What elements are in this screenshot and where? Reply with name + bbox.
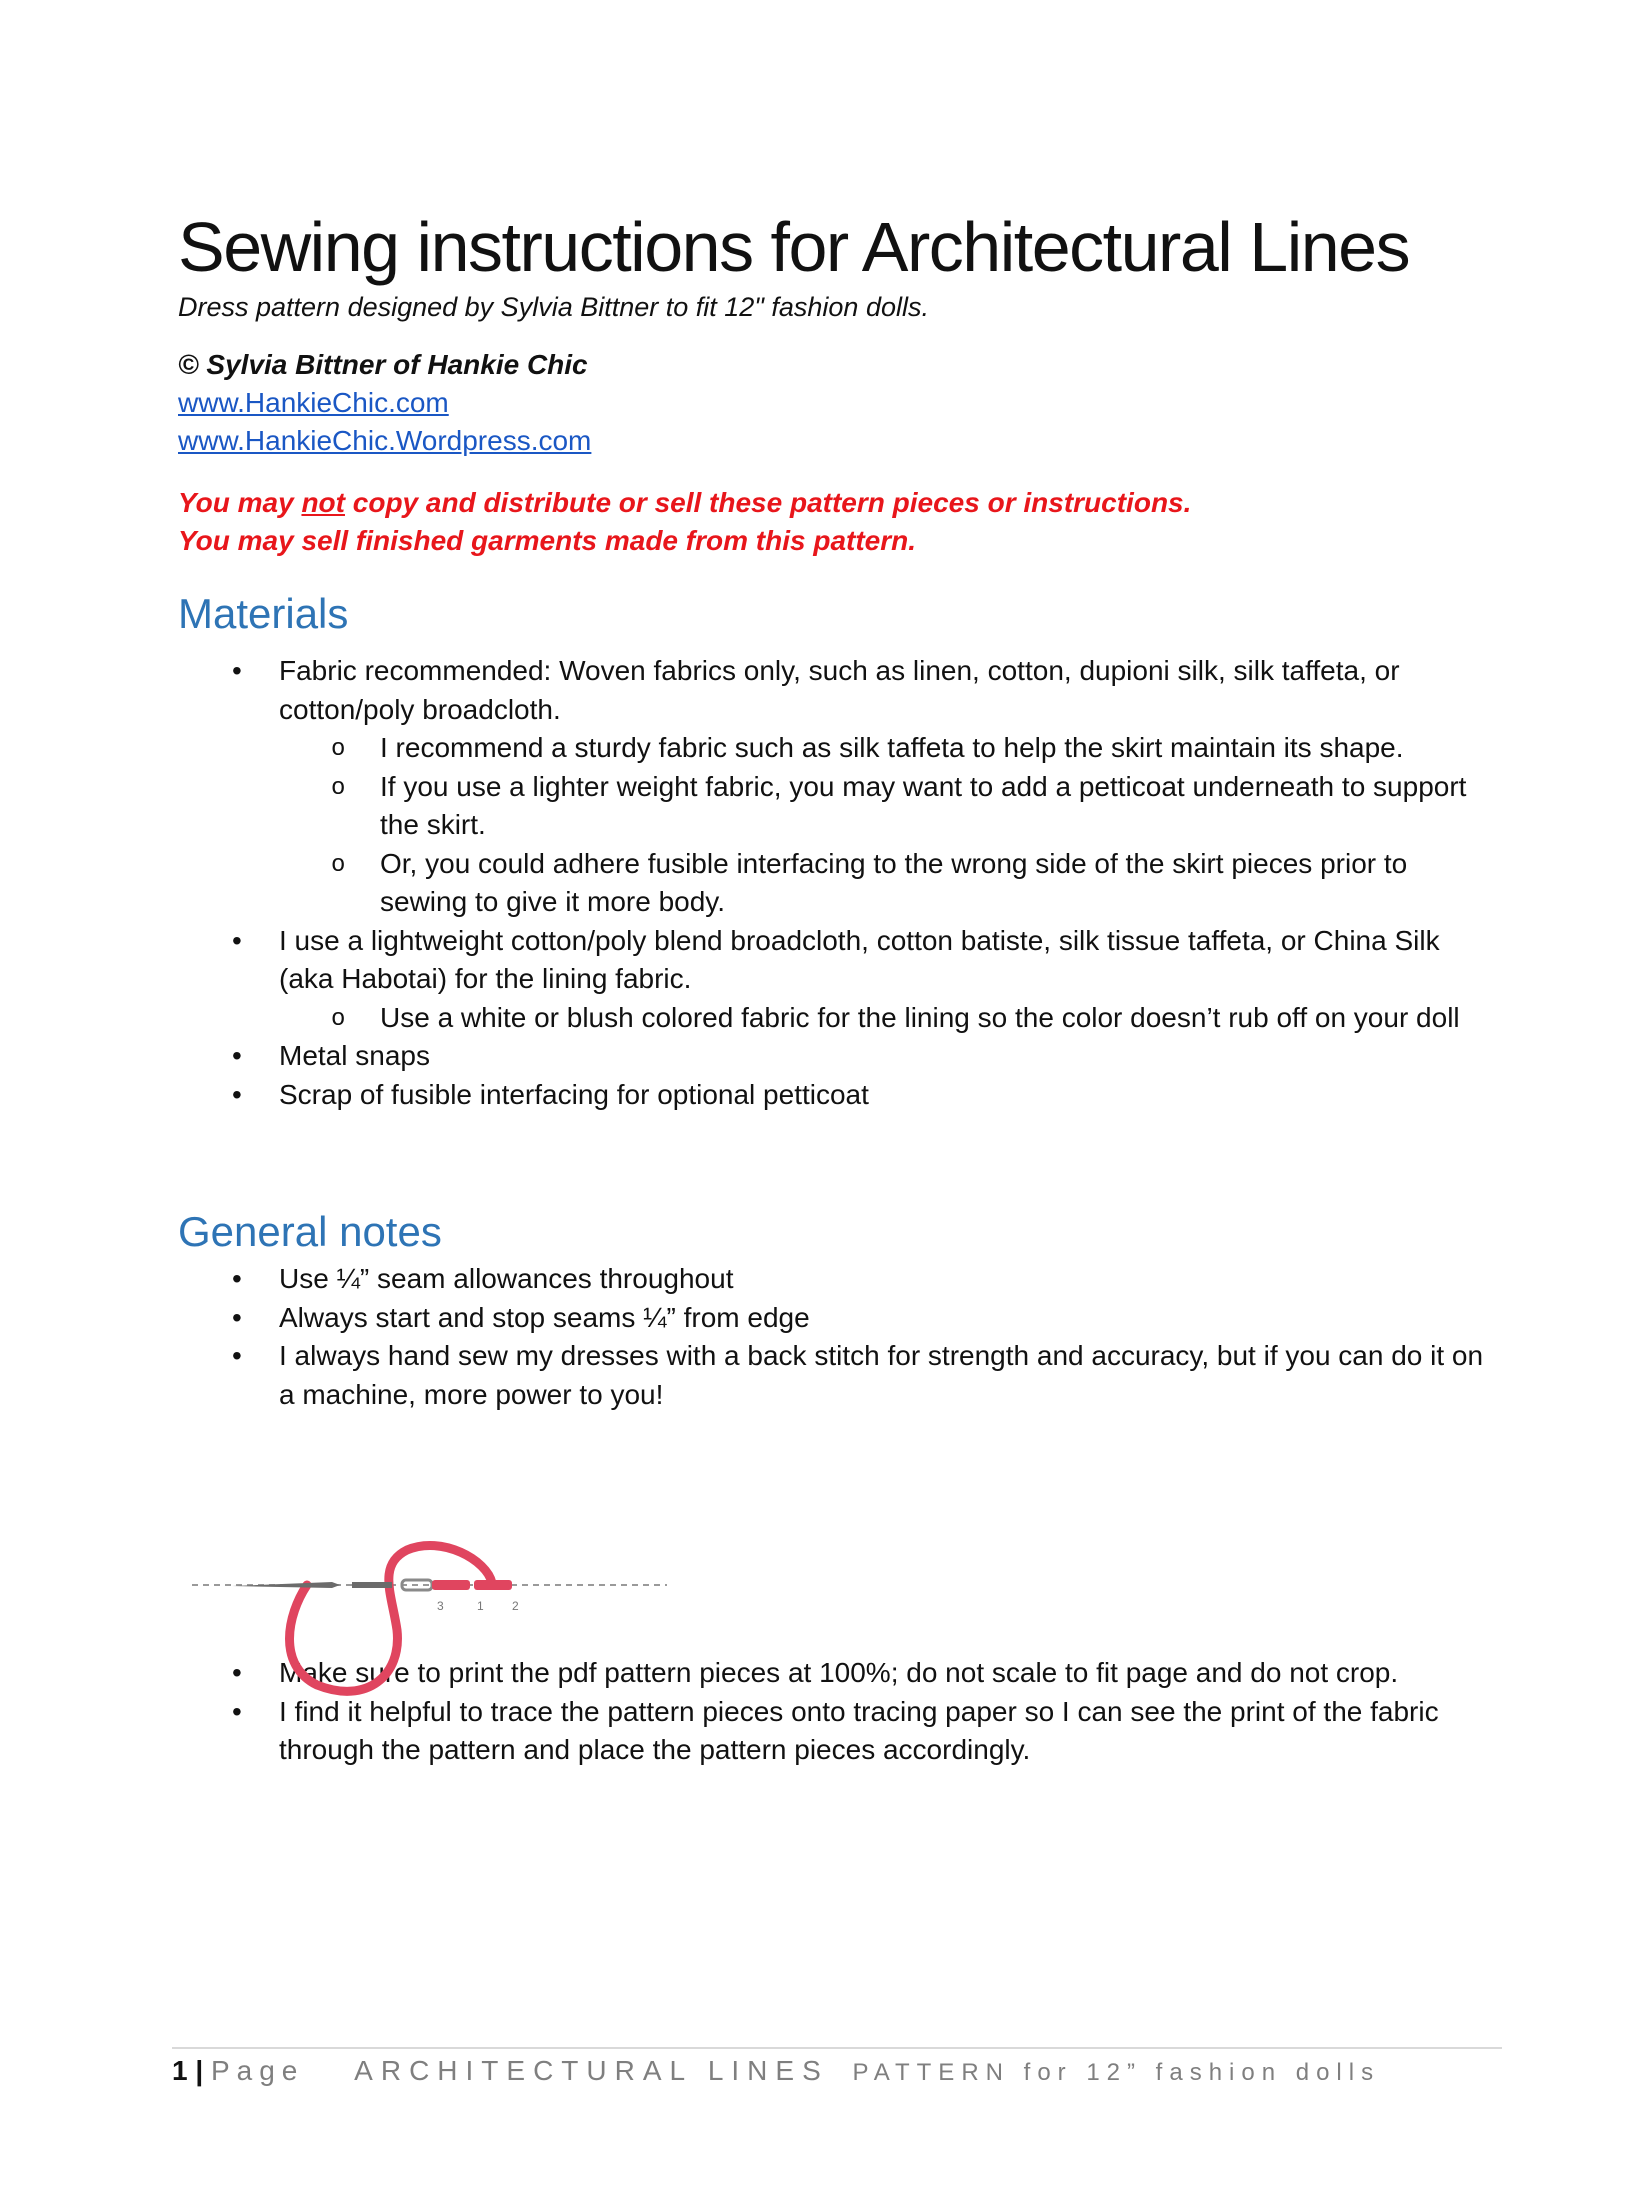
- stitch-label: 2: [512, 1599, 519, 1613]
- sub-list-item: o Use a white or blush colored fabric for the lining so the color doesn’t rub off on your doll: [279, 999, 1498, 1038]
- stitch-label: 1: [477, 1599, 484, 1613]
- warning-text: You may: [178, 487, 302, 518]
- blog-link[interactable]: www.HankieChic.Wordpress.com: [178, 425, 592, 456]
- stitch-label: 3: [437, 1599, 444, 1613]
- list-item: [178, 652, 1498, 922]
- thread: [290, 1545, 493, 1691]
- sub-list-item: o If you use a lighter weight fabric, you may want to add a petticoat underneath to support the skirt.: [279, 768, 1498, 845]
- list-item: • Use ¼” seam allowances throughout: [178, 1260, 1498, 1299]
- materials-heading: Materials: [178, 590, 349, 637]
- list-item-text: I use a lightweight cotton/poly blend broadcloth, cotton batiste, silk tissue taffeta, or China Silk (aka Habotai) for the lining fabric.: [279, 924, 1440, 994]
- pattern-name: ARCHITECTURAL LINES: [354, 2055, 829, 2086]
- copyright-warning: [178, 484, 1498, 560]
- sub-list-item: o I recommend a sturdy fabric such as silk taffeta to help the skirt maintain its shape.: [279, 729, 1498, 768]
- general-notes-list: [178, 1260, 1498, 1414]
- page-title: Sewing instructions for Architectural Lines: [178, 208, 1410, 286]
- page-footer: [172, 2053, 1380, 2091]
- sub-list: [279, 999, 1498, 1038]
- warning-text: copy and distribute or sell these pattern pieces or instructions.: [344, 487, 1192, 518]
- list-item: • Scrap of fusible interfacing for optional petticoat: [178, 1076, 1498, 1115]
- subtitle: Dress pattern designed by Sylvia Bittner to fit 12" fashion dolls.: [178, 292, 929, 322]
- footer-divider: [172, 2047, 1502, 2049]
- list-item: • I find it helpful to trace the pattern pieces onto tracing paper so I can see the print of the fabric through the pattern and place the pattern pieces accordingly.: [178, 1693, 1498, 1770]
- sub-list: [279, 729, 1498, 922]
- materials-list: [178, 652, 1498, 1114]
- list-item: • Make sure to print the pdf pattern pieces at 100%; do not scale to fit page and do not crop.: [178, 1654, 1498, 1693]
- website-link[interactable]: www.HankieChic.com: [178, 387, 449, 418]
- warning-line-1: [178, 484, 1498, 522]
- page-word: Page: [210, 2055, 305, 2086]
- page-number: 1: [172, 2055, 188, 2086]
- sub-list-item: o Or, you could adhere fusible interfacing to the wrong side of the skirt pieces prior to sewing to give it more body.: [279, 845, 1498, 922]
- warning-emphasis: not: [301, 487, 345, 518]
- warning-line-2: You may sell finished garments made from this pattern.: [178, 525, 917, 556]
- general-notes-heading: General notes: [178, 1208, 442, 1255]
- list-item-text: Fabric recommended: Woven fabrics only, such as linen, cotton, dupioni silk, silk taffeta, or cotton/poly broadcloth.: [279, 655, 1400, 725]
- list-item: • Always start and stop seams ¼” from edge: [178, 1299, 1498, 1338]
- footer-separator: |: [195, 2055, 204, 2086]
- stitch: [432, 1580, 470, 1590]
- stitch: [474, 1580, 512, 1590]
- copyright-line: © Sylvia Bittner of Hankie Chic: [178, 349, 588, 380]
- needle-shaft: [352, 1582, 392, 1588]
- list-item: [178, 922, 1498, 1038]
- list-item: • Metal snaps: [178, 1037, 1498, 1076]
- list-item: • I always hand sew my dresses with a back stitch for strength and accuracy, but if you can do it on a machine, more power to you!: [178, 1337, 1498, 1414]
- footer-subtitle: PATTERN for 12” fashion dolls: [852, 2059, 1381, 2086]
- back-stitch-diagram: [192, 1535, 672, 1705]
